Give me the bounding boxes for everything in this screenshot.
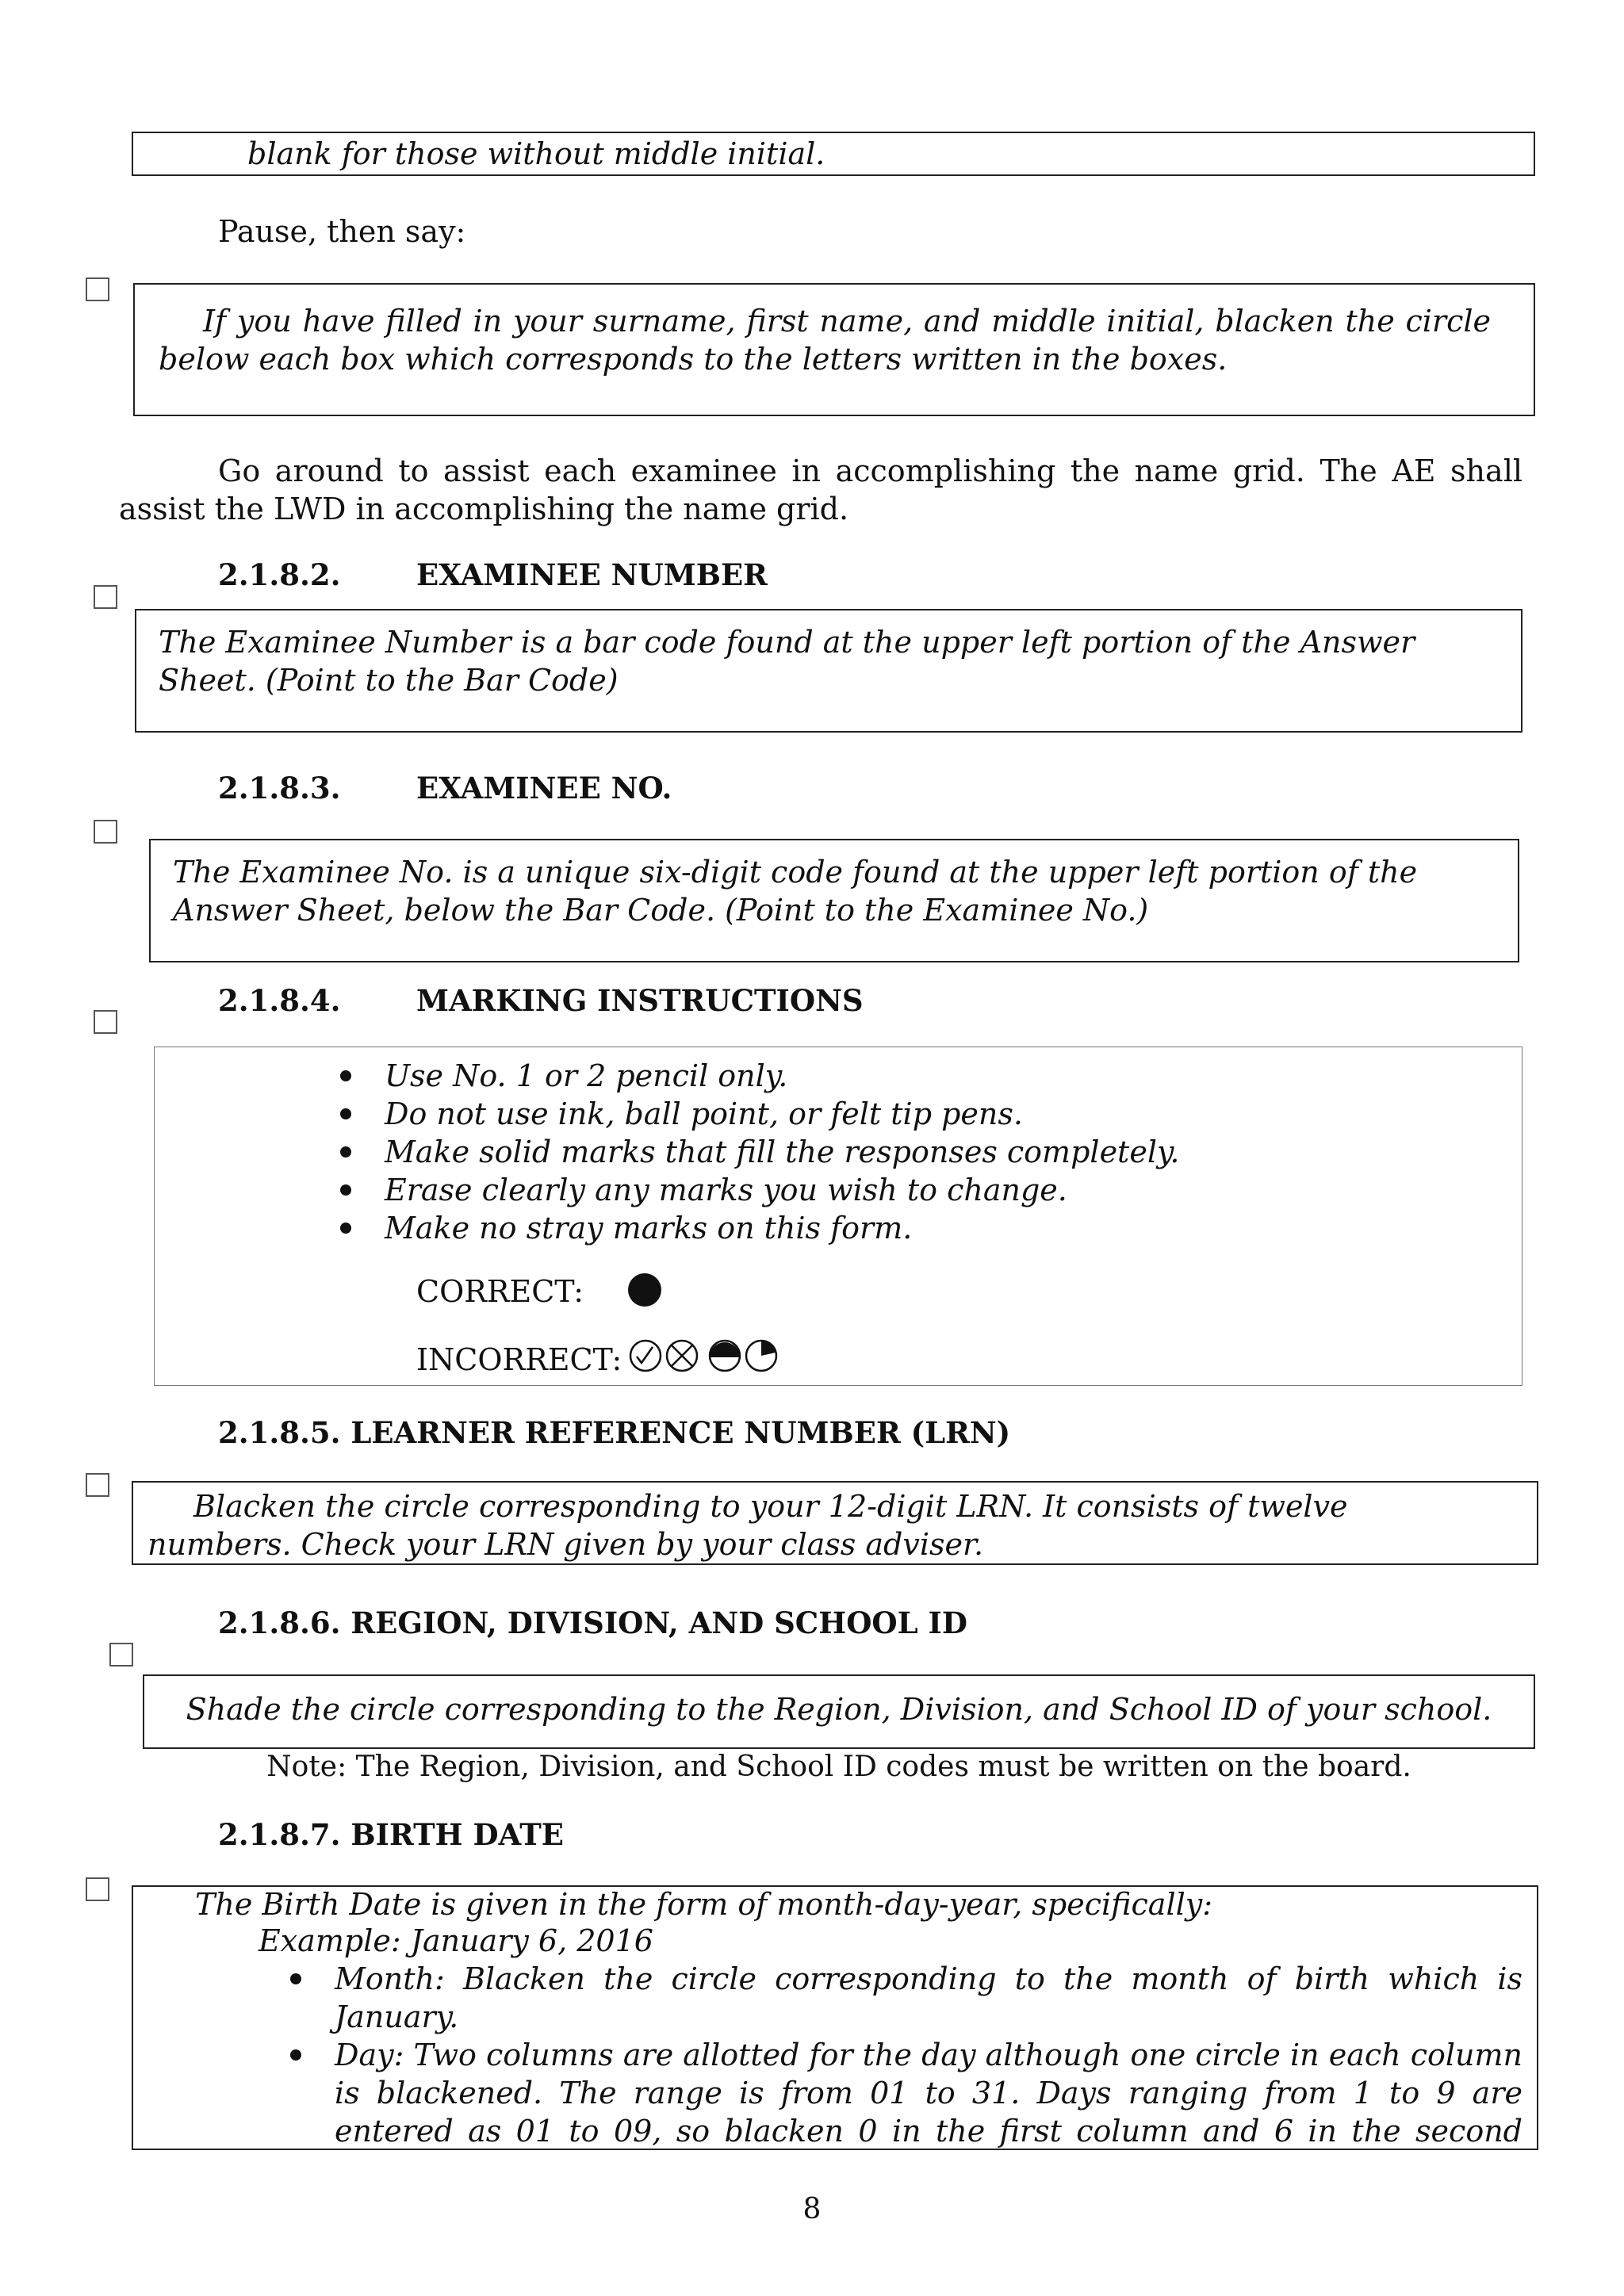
- birth-date-bullet-item: [335, 1960, 1522, 2036]
- section-2-1-8-3-title: EXAMINEE NO.: [416, 771, 672, 806]
- marking-bullet-item: [385, 1057, 1179, 1095]
- marking-bullet-item: [385, 1209, 1179, 1247]
- checkbox-birth-date[interactable]: [86, 1877, 109, 1901]
- section-2-1-8-2-title: EXAMINEE NUMBER: [416, 557, 768, 592]
- section-2-1-8-7-heading: 2.1.8.7. BIRTH DATE: [218, 1817, 564, 1852]
- region-division-box: [143, 1674, 1535, 1749]
- section-2-1-8-6-heading: 2.1.8.6. REGION, DIVISION, AND SCHOOL ID: [218, 1605, 967, 1640]
- incorrect-partial-circle-icon: [743, 1337, 779, 1374]
- marking-bullet-item: [385, 1095, 1179, 1133]
- birth-date-bullet-text: Month: Blacken the circle corresponding to the month of birth which is January.: [335, 1961, 1522, 2034]
- top-box-text: blank for those without middle initial.: [247, 136, 825, 171]
- section-2-1-8-4-number: 2.1.8.4.: [218, 983, 341, 1018]
- page-number: 8: [802, 2193, 822, 2225]
- region-division-box-text: Shade the circle corresponding to the Region, Division, and School ID of your school.: [186, 1692, 1492, 1727]
- birth-date-intro: The Birth Date is given in the form of month-day-year, specifically:: [195, 1887, 1213, 1922]
- checkbox-examinee-number[interactable]: [94, 585, 117, 609]
- section-2-1-8-2-number: 2.1.8.2.: [218, 557, 341, 592]
- examinee-number-box: [135, 609, 1522, 733]
- section-2-1-8-3-number: 2.1.8.3.: [218, 771, 341, 806]
- examinee-no-box: [149, 839, 1519, 962]
- incorrect-label: INCORRECT:: [416, 1342, 622, 1377]
- birth-date-bullet-list: [335, 1960, 1522, 2150]
- name-grid-box: [133, 283, 1535, 416]
- birth-date-bullet-item: [335, 2036, 1522, 2150]
- marking-bullet-text: Make no stray marks on this form.: [385, 1211, 913, 1246]
- checkbox-examinee-no[interactable]: [94, 820, 117, 844]
- section-2-1-8-5-heading: 2.1.8.5. LEARNER REFERENCE NUMBER (LRN): [218, 1415, 1011, 1450]
- pause-text: Pause, then say:: [218, 214, 466, 249]
- marking-instructions-box: [154, 1047, 1522, 1386]
- marking-bullet-item: [385, 1171, 1179, 1209]
- marking-bullet-list: [385, 1057, 1179, 1247]
- marking-bullet-text: Make solid marks that fill the responses completely.: [385, 1135, 1180, 1169]
- checkbox-region-division[interactable]: [109, 1643, 133, 1667]
- section-2-1-8-4-title: MARKING INSTRUCTIONS: [416, 983, 864, 1018]
- examinee-no-box-text: The Examinee No. is a unique six-digit code found at the upper left portion of the Answer Sheet, below the Bar Code. (Point to the Examinee No.): [173, 855, 1418, 928]
- lrn-box-text: Blacken the circle corresponding to your 12-digit LRN. It consists of twelve numbers. Check your LRN given by your class adviser.: [147, 1489, 1348, 1562]
- checkbox-lrn[interactable]: [86, 1473, 109, 1497]
- incorrect-half-filled-circle-icon: [707, 1337, 743, 1374]
- examinee-number-box-text: The Examinee Number is a bar code found at the upper left portion of the Answer Sheet. (Point to the Bar Code): [159, 625, 1415, 698]
- correct-filled-circle-icon: [626, 1271, 664, 1309]
- incorrect-x-circle-icon: [664, 1337, 700, 1374]
- checkbox-name-grid[interactable]: [86, 277, 109, 301]
- birth-date-example: Example: January 6, 2016: [259, 1923, 653, 1958]
- incorrect-check-circle-icon: [627, 1337, 664, 1374]
- marking-bullet-text: Erase clearly any marks you wish to change.: [385, 1173, 1067, 1207]
- birth-date-box: [132, 1885, 1538, 2150]
- top-instruction-box: [132, 132, 1535, 176]
- checkbox-marking-instructions[interactable]: [94, 1010, 117, 1034]
- name-grid-box-text: If you have filled in your surname, first name, and middle initial, blacken the circle below each box which corresponds to the letters written in the boxes.: [159, 304, 1491, 377]
- correct-label: CORRECT:: [416, 1274, 584, 1309]
- birth-date-bullet-text: Day: Two columns are allotted for the day although one circle in each column is blackened. The range is from 01 to 31. Days ranging from 1 to 9 are entered as 01 to 09, so blacken 0 in the first column and 6 in the second: [335, 2038, 1522, 2149]
- marking-bullet-text: Do not use ink, ball point, or felt tip pens.: [385, 1096, 1023, 1131]
- marking-bullet-item: [385, 1133, 1179, 1171]
- marking-bullet-text: Use No. 1 or 2 pencil only.: [385, 1058, 788, 1093]
- assist-paragraph: Go around to assist each examinee in accomplishing the name grid. The AE shall assist the LWD in accomplishing the name grid.: [119, 453, 1522, 526]
- lrn-box: [132, 1481, 1538, 1565]
- region-division-note: Note: The Region, Division, and School ID codes must be written on the board.: [266, 1751, 1411, 1783]
